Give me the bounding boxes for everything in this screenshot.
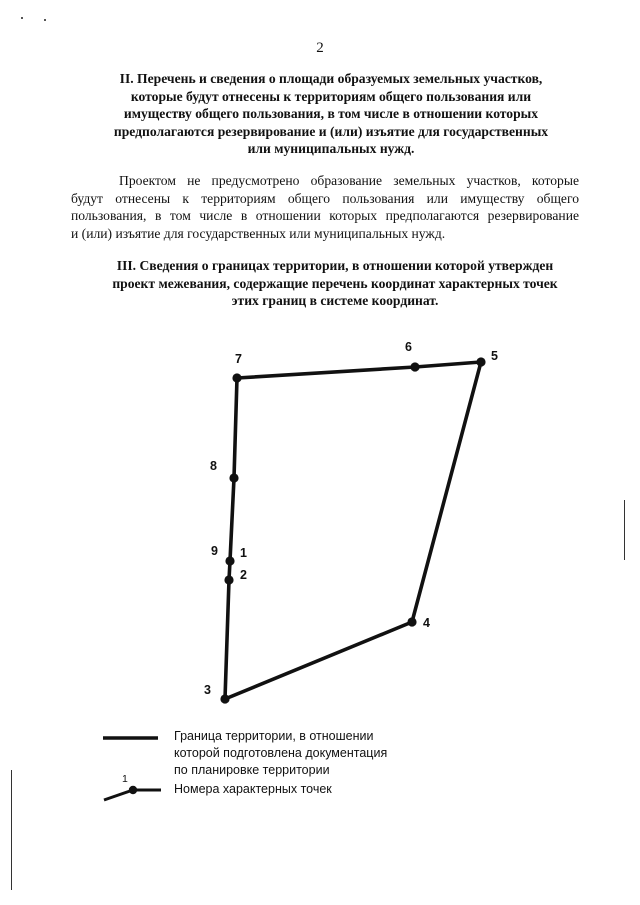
legend-points-label: Номера характерных точек [174, 782, 332, 796]
point-label-7: 7 [235, 352, 242, 366]
heading-line: проект межевания, содержащие перечень координат характерных точек [112, 275, 558, 291]
heading-line: предполагаются резервирование и (или) изъятие для государственных [113, 123, 549, 139]
point-label-8: 8 [210, 459, 217, 473]
point-label-4: 4 [423, 616, 430, 630]
heading-line: III. Сведения о границах территории, в отношении которой утвержден [116, 258, 554, 273]
heading-line: имуществу общего пользования, в том числе в отношении которых [123, 106, 539, 121]
point-label-5: 5 [491, 349, 498, 363]
point-marker-5 [476, 357, 485, 366]
paragraph-line: и (или) изъятие для государственных или муниципальных нужд. [71, 225, 446, 241]
legend-point-sample-label: 1 [122, 773, 128, 785]
heading-line: этих границ в системе координат. [231, 293, 439, 308]
point-marker-6 [410, 362, 419, 371]
point-label-3: 3 [204, 683, 211, 697]
point-marker-7 [232, 373, 241, 382]
point-marker-1 [225, 556, 234, 565]
legend-point-line [104, 791, 130, 800]
point-label-9: 9 [211, 544, 218, 558]
point-marker-8 [229, 473, 238, 482]
point-marker-3 [220, 694, 229, 703]
paragraph-line: пользования, в том числе в отношении которых предполагаются резервирование [71, 208, 579, 223]
legend-line: по планировке территории [174, 763, 330, 777]
heading-line: которые будут отнесены к территориям общего пользования или [130, 88, 532, 104]
point-label-1: 1 [240, 546, 247, 560]
paragraph-line: Проектом не предусмотрено образование земельных участков, которые [119, 173, 579, 188]
point-marker-4 [407, 617, 416, 626]
paragraph-line: будут отнесены к территориям общего пользования или имуществу общего [71, 190, 579, 206]
territory-boundary [225, 362, 481, 699]
heading-line: II. Перечень и сведения о площади образуемых земельных участков, [119, 71, 543, 86]
point-label-2: 2 [240, 568, 247, 582]
legend-line: Граница территории, в отношении [174, 729, 374, 743]
legend-boundary-label [174, 728, 387, 779]
legend-line: которой подготовлена документация [174, 746, 388, 760]
point-label-6: 6 [405, 340, 412, 354]
heading-line: или муниципальных нужд. [247, 141, 415, 156]
legend-point-marker [129, 786, 137, 794]
page-number: 2 [316, 40, 324, 56]
point-marker-2 [224, 575, 233, 584]
